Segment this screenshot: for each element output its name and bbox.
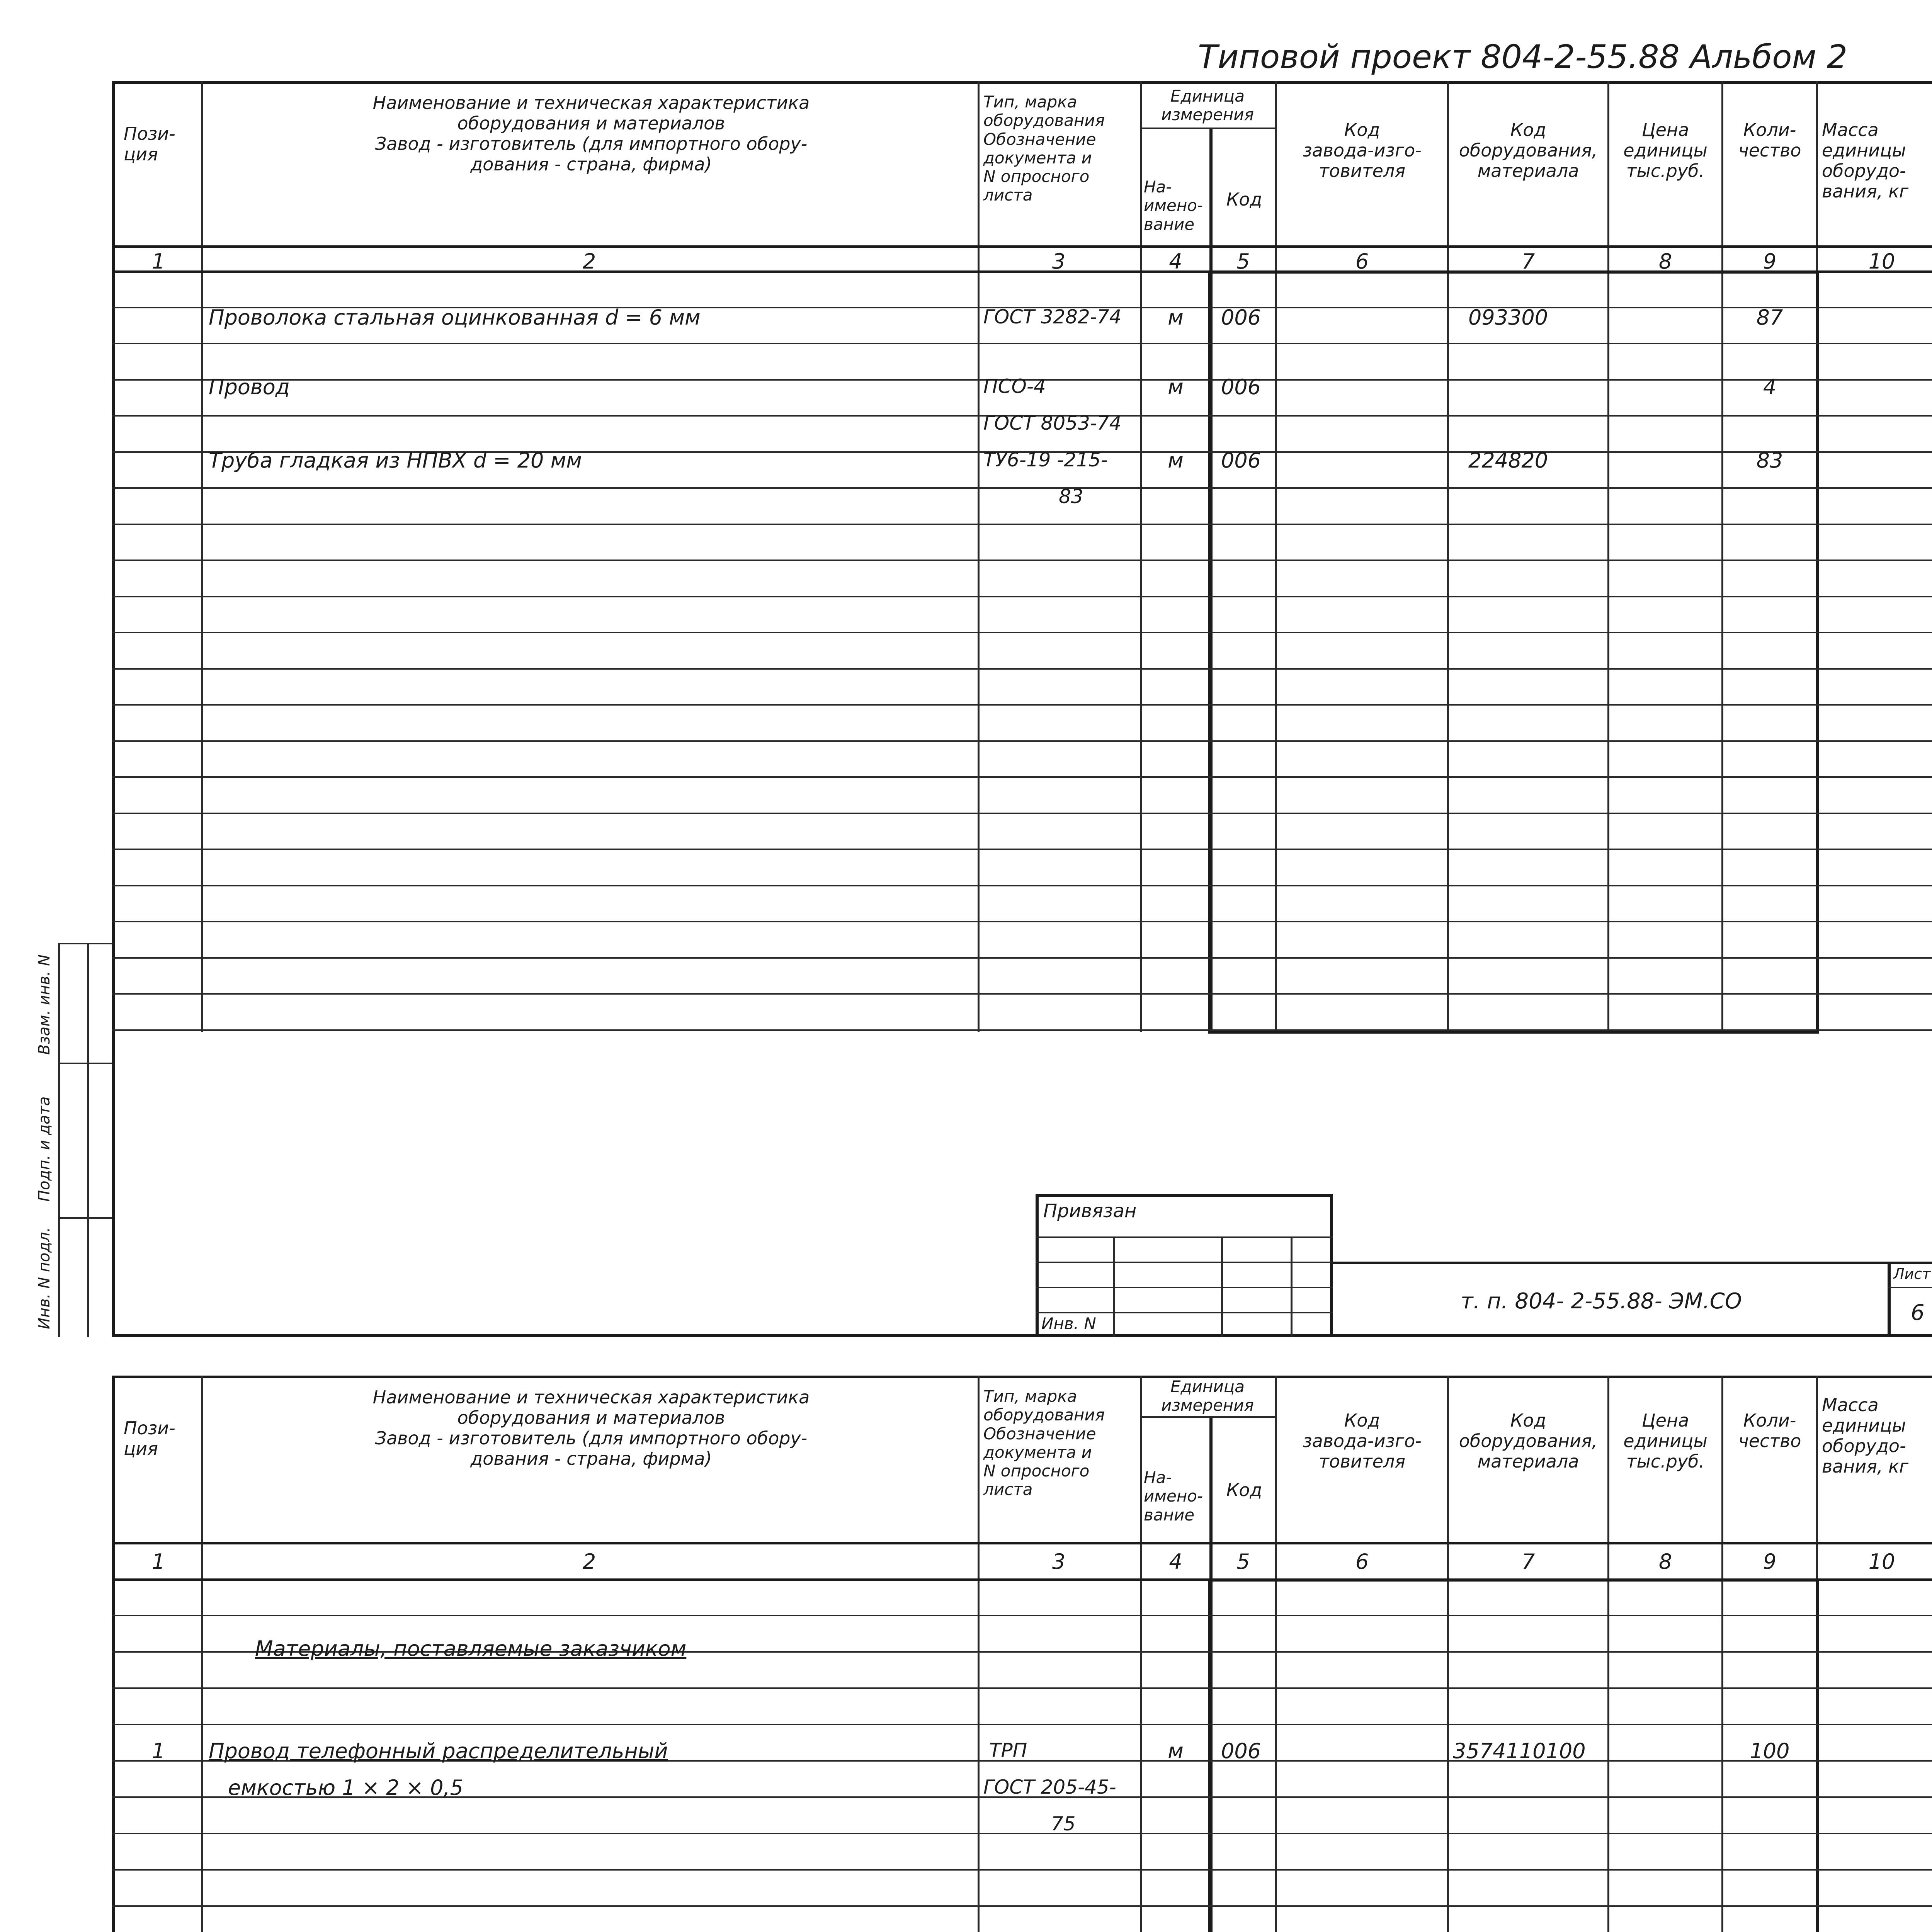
row-code: 006: [1221, 305, 1261, 330]
unit-header-split: [1140, 1416, 1275, 1418]
row-line: [112, 1029, 1932, 1031]
row-line: [112, 596, 1932, 597]
side-strip-line: [58, 943, 60, 1337]
row-type: ТРП: [989, 1739, 1027, 1762]
colnum-10: 10: [1868, 249, 1895, 274]
colnum-9: 9: [1763, 1549, 1777, 1574]
colnum-7: 7: [1521, 249, 1535, 274]
title-line: [1333, 1262, 1932, 1264]
row-equip: 3574110100: [1453, 1739, 1586, 1763]
stamp-line: [1291, 1236, 1293, 1337]
side-strip-line: [58, 943, 112, 944]
row-type: ГОСТ 3282-74: [983, 306, 1122, 328]
row-type: ПСО-4: [983, 375, 1046, 398]
corner-title: Типовой проект 804-2-55.88 Альбом 2: [1198, 38, 1848, 76]
colnum-9: 9: [1763, 249, 1777, 274]
colnum-1: 1: [151, 249, 165, 274]
header-unit-group: Единица измерения: [1161, 87, 1254, 124]
col-line: [1140, 81, 1142, 1032]
row-code: 006: [1221, 1739, 1261, 1763]
row-line: [112, 813, 1932, 814]
header-price: Цена единицы тыс.руб.: [1623, 1410, 1708, 1472]
colnum-5: 5: [1236, 249, 1250, 274]
col-line: [1140, 1376, 1142, 1932]
header-price: Цена единицы тыс.руб.: [1623, 119, 1708, 181]
row-line: [112, 1724, 1932, 1725]
row-line: [112, 1905, 1932, 1907]
header-name: Наименование и техническая характеристика оборудования и материалов Завод - изготовитель (для импортного обору- дования - страна, фирма): [372, 1387, 810, 1469]
colnum-1: 1: [151, 1549, 165, 1574]
row-qty: 100: [1750, 1739, 1790, 1763]
header-pos: Пози- ция: [124, 1418, 175, 1459]
row-line: [112, 1615, 1932, 1616]
header-unit-name: На- имено- вание: [1144, 1468, 1203, 1524]
colnum-6: 6: [1355, 249, 1369, 274]
col-line: [978, 81, 980, 1032]
colnum-8: 8: [1658, 249, 1672, 274]
row-name: Труба гладкая из НПВХ d = 20 мм: [209, 448, 582, 473]
col-line: [201, 1376, 203, 1932]
colnum-2: 2: [582, 249, 596, 274]
side-label-sign: Подп. и дата: [36, 1096, 53, 1202]
doc-code-sheet1: т. п. 804- 2-55.88- ЭМ.СО: [1461, 1289, 1742, 1314]
header-mass: Масса единицы оборудо- вания, кг: [1822, 1395, 1909, 1477]
side-strip-line: [58, 1063, 112, 1064]
row-line: [112, 560, 1932, 561]
stamp-privyazan-label: Привязан: [1043, 1200, 1137, 1222]
row-code: 006: [1221, 448, 1261, 473]
header-unit-code: Код: [1226, 1480, 1262, 1500]
row-line: [112, 1833, 1932, 1834]
row-equip: 093300: [1468, 305, 1548, 330]
header-bottom: [112, 245, 1932, 248]
stamp-line: [1113, 1236, 1115, 1337]
colnum-10: 10: [1868, 1549, 1895, 1574]
section-title: Материалы, поставляемые заказчиком: [255, 1636, 687, 1661]
stamp-line: [1221, 1236, 1223, 1337]
number-row-bottom: [112, 1578, 1932, 1581]
row-line: [112, 1687, 1932, 1689]
row-line: [112, 487, 1932, 489]
colnum-2: 2: [582, 1549, 596, 1574]
side-strip-line: [58, 1217, 112, 1219]
colnum-4: 4: [1169, 1549, 1182, 1574]
row-qty: 4: [1763, 375, 1777, 399]
header-qty: Коли- чество: [1738, 1410, 1801, 1451]
side-strip-line: [87, 943, 89, 1337]
header-maker-code: Код завода-изго- товителя: [1303, 1410, 1422, 1472]
sheet-number-1: 6: [1911, 1300, 1925, 1325]
row-unit: м: [1168, 305, 1184, 330]
row-line: [112, 343, 1932, 344]
header-unit-group: Единица измерения: [1161, 1377, 1254, 1415]
row-line: [112, 957, 1932, 959]
stamp-line: [1036, 1312, 1333, 1313]
row-name: Проволока стальная оцинкованная d = 6 мм: [209, 305, 701, 330]
row-line: [112, 849, 1932, 850]
colnum-6: 6: [1355, 1549, 1369, 1574]
col-line: [978, 1376, 980, 1932]
side-label-replace: Взам. инв. N: [36, 954, 53, 1055]
row-type: ГОСТ 205-45-: [983, 1776, 1116, 1798]
unit-header-split: [1140, 128, 1275, 129]
row-name: Провод телефонный распределительный: [209, 1739, 668, 1763]
side-label-inv: Инв. N подл.: [36, 1227, 53, 1329]
header-unit-name: На- имено- вание: [1144, 177, 1203, 234]
colnum-4: 4: [1169, 249, 1182, 274]
header-qty: Коли- чество: [1738, 119, 1801, 161]
row-type: ТУ6-19 -215-: [983, 449, 1108, 471]
row-line: [112, 1869, 1932, 1871]
colnum-7: 7: [1521, 1549, 1535, 1574]
row-line: [112, 776, 1932, 778]
row-name: Провод: [209, 375, 290, 399]
header-equip-code: Код оборудования, материала: [1459, 1410, 1598, 1472]
row-code: 006: [1221, 375, 1261, 399]
colnum-8: 8: [1658, 1549, 1672, 1574]
row-pos: 1: [151, 1739, 165, 1763]
row-line: [112, 524, 1932, 525]
row-name: емкостью 1 × 2 × 0,5: [228, 1776, 463, 1800]
row-type: ГОСТ 8053-74: [983, 412, 1122, 434]
row-line: [112, 632, 1932, 633]
col-line: [201, 81, 203, 1032]
colnum-3: 3: [1052, 249, 1066, 274]
stamp-line: [1036, 1287, 1333, 1288]
header-unit-code: Код: [1226, 189, 1262, 210]
stamp-line: [1036, 1262, 1333, 1263]
row-line: [112, 740, 1932, 742]
header-mass: Масса единицы оборудо- вания, кг: [1822, 119, 1909, 202]
header-name: Наименование и техническая характеристика оборудования и материалов Завод - изготовитель (для импортного обору- дования - страна, фирма): [372, 92, 810, 175]
stamp-inv-label: Инв. N: [1041, 1314, 1096, 1333]
header-pos: Пози- ция: [124, 123, 175, 165]
row-unit: м: [1168, 448, 1184, 473]
header-type: Тип, марка оборудования Обозначение документа и N опросного листа: [983, 92, 1105, 205]
row-type: 75: [1051, 1813, 1076, 1835]
row-line: [112, 921, 1932, 922]
row-qty: 83: [1756, 448, 1783, 473]
row-line: [112, 885, 1932, 886]
colnum-5: 5: [1236, 1549, 1250, 1574]
colnum-3: 3: [1052, 1549, 1066, 1574]
header-type: Тип, марка оборудования Обозначение документа и N опросного листа: [983, 1387, 1105, 1499]
row-unit: м: [1168, 1739, 1184, 1763]
row-type: 83: [1059, 485, 1083, 508]
row-qty: 87: [1756, 305, 1783, 330]
sheet-no-box-line: [1888, 1287, 1932, 1288]
row-equip: 224820: [1468, 448, 1548, 473]
sheet-label-1: Лист: [1893, 1265, 1931, 1282]
sheet-no-box-line: [1888, 1262, 1891, 1337]
row-unit: м: [1168, 375, 1184, 399]
row-line: [112, 668, 1932, 670]
header-maker-code: Код завода-изго- товителя: [1303, 119, 1422, 181]
row-line: [112, 993, 1932, 995]
stamp-line: [1036, 1236, 1333, 1238]
header-equip-code: Код оборудования, материала: [1459, 119, 1598, 181]
header-bottom: [112, 1542, 1932, 1544]
row-line: [112, 704, 1932, 706]
